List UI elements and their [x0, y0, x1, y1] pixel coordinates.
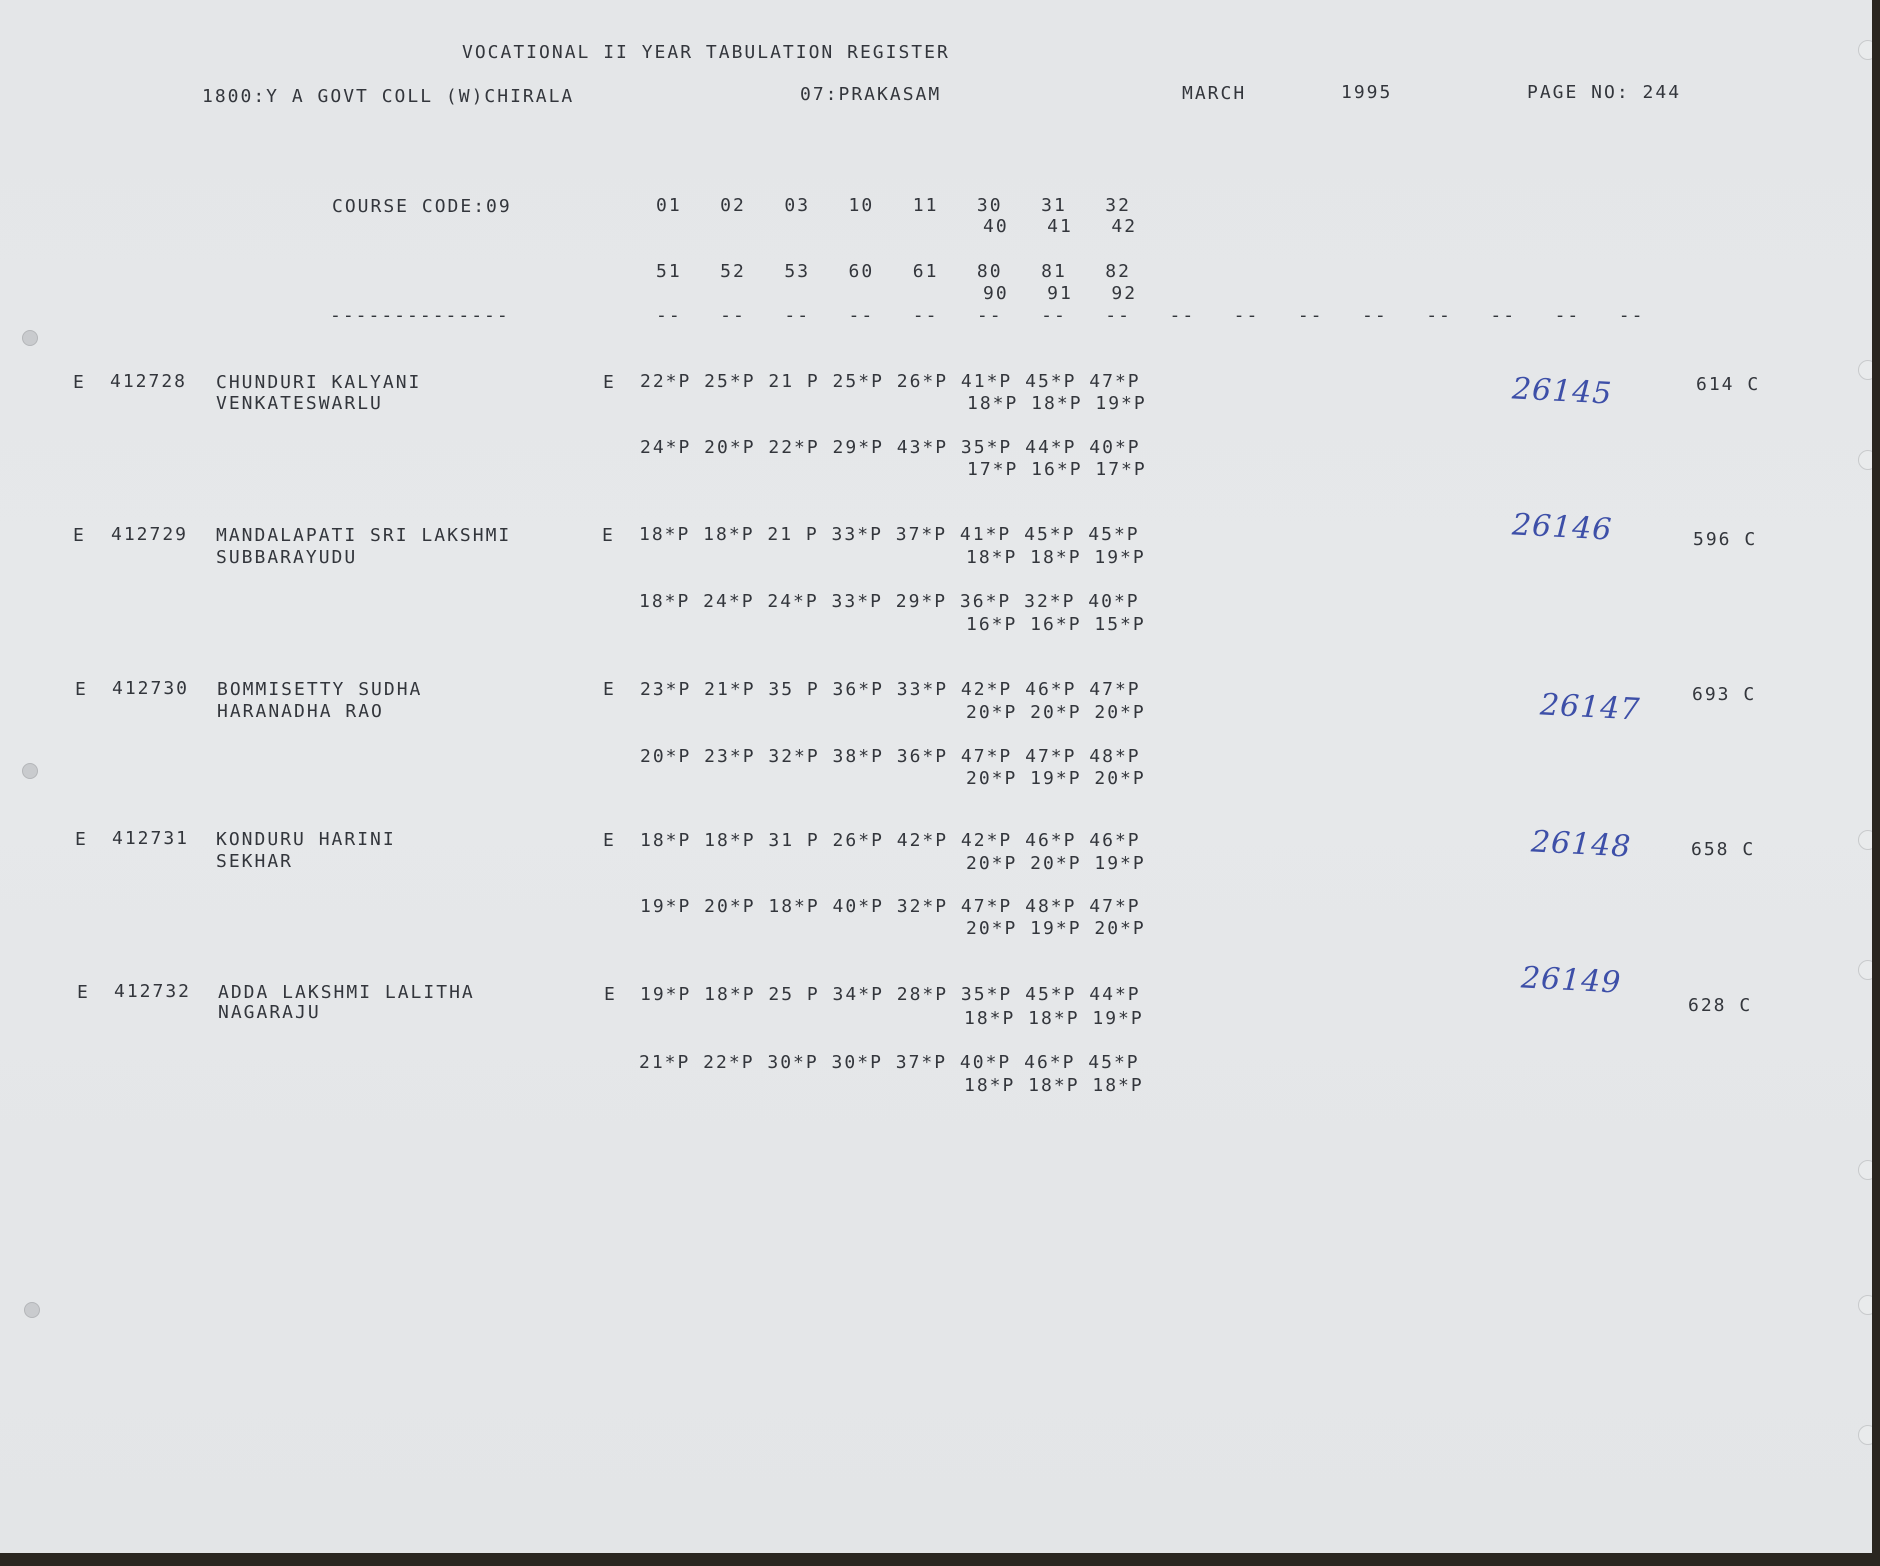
exam-year: 1995 [1341, 82, 1393, 103]
entry-flag: E [603, 679, 616, 700]
marks-part1-row2: 18*P 18*P 19*P [967, 393, 1147, 414]
edge-perforation [1858, 360, 1872, 380]
father-name: NAGARAJU [218, 1002, 321, 1023]
marks-part2-row2: 20*P 19*P 20*P [966, 768, 1146, 789]
entry-flag: E [603, 372, 616, 393]
marks-part2-row2: 18*P 18*P 18*P [964, 1075, 1144, 1096]
edge-perforation [1858, 40, 1872, 60]
exam-month: MARCH [1182, 83, 1247, 104]
student-name: MANDALAPATI SRI LAKSHMI [216, 525, 512, 546]
entry-flag: E [604, 984, 617, 1005]
marks-part2-row1: 20*P 23*P 32*P 38*P 36*P 47*P 47*P 48*P [640, 746, 1141, 767]
roll-number: 412730 [112, 678, 190, 699]
student-name: CHUNDURI KALYANI [216, 372, 422, 393]
marks-part1-row2: 18*P 18*P 19*P [964, 1008, 1144, 1029]
edge-perforation [1858, 1425, 1872, 1445]
edge-perforation [1858, 830, 1872, 850]
marks-part2-row1: 18*P 24*P 24*P 33*P 29*P 36*P 32*P 40*P [639, 591, 1140, 612]
handwritten-serial: 26148 [1530, 824, 1633, 865]
marks-part1-row1: 18*P 18*P 31 P 26*P 42*P 42*P 46*P 46*P [640, 830, 1141, 851]
marks-part1-row1: 19*P 18*P 25 P 34*P 28*P 35*P 45*P 44*P [640, 984, 1141, 1005]
exam-status: E [73, 525, 86, 546]
handwritten-serial: 26147 [1539, 687, 1642, 728]
total-marks: 693 C [1692, 684, 1757, 705]
handwritten-serial: 26146 [1511, 507, 1614, 548]
edge-perforation [1858, 1160, 1872, 1180]
marks-part2-row2: 17*P 16*P 17*P [967, 459, 1147, 480]
roll-number: 412732 [114, 981, 192, 1002]
student-name: ADDA LAKSHMI LALITHA [218, 982, 475, 1003]
binder-hole [22, 763, 38, 779]
father-name: SEKHAR [216, 851, 294, 872]
edge-perforation [1858, 450, 1872, 470]
marks-part2-row2: 16*P 16*P 15*P [966, 614, 1146, 635]
subject-codes-row-1: 01 02 03 10 11 30 31 32 [656, 195, 1131, 216]
roll-number: 412729 [111, 524, 189, 545]
exam-status: E [77, 982, 90, 1003]
marks-part1-row1: 18*P 18*P 21 P 33*P 37*P 41*P 45*P 45*P [639, 524, 1140, 545]
father-name: SUBBARAYUDU [216, 547, 358, 568]
entry-flag: E [603, 830, 616, 851]
exam-status: E [75, 829, 88, 850]
total-marks: 658 C [1691, 839, 1756, 860]
total-marks: 596 C [1693, 529, 1758, 550]
roll-number: 412731 [112, 828, 190, 849]
exam-status: E [75, 679, 88, 700]
marks-part1-row2: 20*P 20*P 19*P [966, 853, 1146, 874]
subject-codes-row-3: 51 52 53 60 61 80 81 82 [656, 261, 1131, 282]
underline-right: -- -- -- -- -- -- -- -- -- -- -- -- -- -- -- -- [656, 305, 1645, 326]
handwritten-serial: 26145 [1511, 371, 1614, 412]
page-number: PAGE NO: 244 [1527, 82, 1682, 103]
course-code: COURSE CODE:09 [332, 196, 512, 217]
binder-hole [24, 1302, 40, 1318]
marks-part1-row1: 22*P 25*P 21 P 25*P 26*P 41*P 45*P 47*P [640, 371, 1141, 392]
father-name: VENKATESWARLU [216, 393, 383, 414]
total-marks: 628 C [1688, 995, 1753, 1016]
exam-status: E [73, 372, 86, 393]
marks-part1-row2: 20*P 20*P 20*P [966, 702, 1146, 723]
marks-part2-row1: 24*P 20*P 22*P 29*P 43*P 35*P 44*P 40*P [640, 437, 1141, 458]
underline-left: -------------- [330, 305, 510, 326]
entry-flag: E [602, 525, 615, 546]
district-name: 07:PRAKASAM [800, 84, 942, 105]
subject-codes-row-2: 40 41 42 [983, 216, 1138, 237]
marks-part1-row1: 23*P 21*P 35 P 36*P 33*P 42*P 46*P 47*P [640, 679, 1141, 700]
total-marks: 614 C [1696, 374, 1761, 395]
student-name: BOMMISETTY SUDHA [217, 679, 423, 700]
marks-part2-row1: 21*P 22*P 30*P 30*P 37*P 40*P 46*P 45*P [639, 1052, 1140, 1073]
roll-number: 412728 [110, 371, 188, 392]
edge-perforation [1858, 960, 1872, 980]
college-name: 1800:Y A GOVT COLL (W)CHIRALA [202, 86, 575, 107]
father-name: HARANADHA RAO [217, 701, 384, 722]
register-title: VOCATIONAL II YEAR TABULATION REGISTER [462, 42, 950, 63]
edge-perforation [1858, 1295, 1872, 1315]
marks-part2-row1: 19*P 20*P 18*P 40*P 32*P 47*P 48*P 47*P [640, 896, 1141, 917]
handwritten-serial: 26149 [1520, 960, 1623, 1001]
subject-codes-row-4: 90 91 92 [983, 283, 1138, 304]
binder-hole [22, 330, 38, 346]
marks-part1-row2: 18*P 18*P 19*P [966, 547, 1146, 568]
marks-part2-row2: 20*P 19*P 20*P [966, 918, 1146, 939]
student-name: KONDURU HARINI [216, 829, 396, 850]
